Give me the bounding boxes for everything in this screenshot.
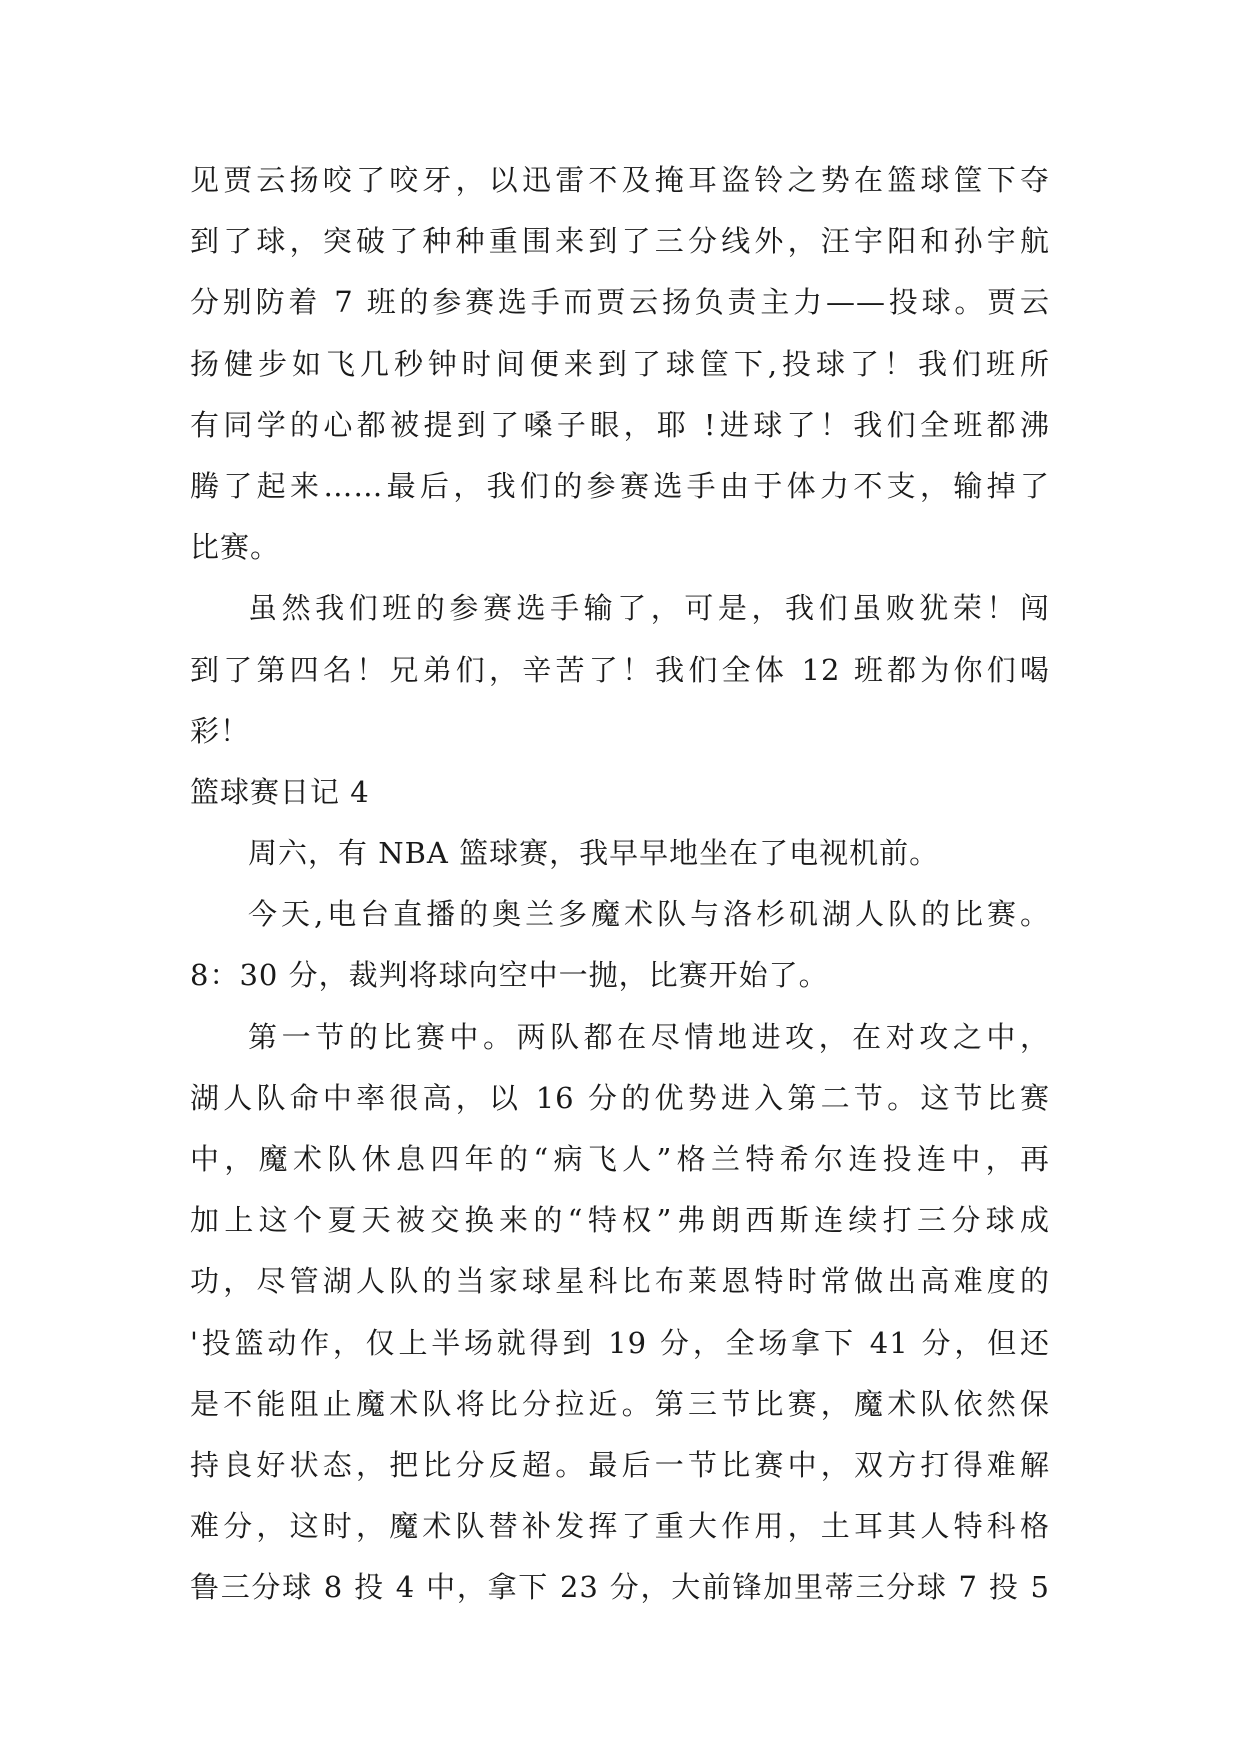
text-line: 彩！ [190,713,251,748]
paragraph-start-line: 虽然我们班的参赛选手输了，可是，我们虽败犹荣！闯 [248,591,1050,626]
text-line: 湖人队命中率很高，以 16 分的优势进入第二节。这节比赛 [190,1080,1050,1115]
text-line: 到了球，突破了种种重围来到了三分线外，汪宇阳和孙宇航 [190,224,1050,259]
text-line: 比赛。 [190,530,281,565]
section-heading: 篮球赛日记 4 [190,774,370,809]
text-line: 是不能阻止魔术队将比分拉近。第三节比赛，魔术队依然保 [190,1386,1050,1421]
paragraph-start-line: 第一节的比赛中。两队都在尽情地进攻，在对攻之中， [248,1019,1050,1054]
text-line: 8：30 分，裁判将球向空中一抛，比赛开始了。 [190,958,829,993]
text-line: 见贾云扬咬了咬牙，以迅雷不及掩耳盗铃之势在篮球筐下夺 [190,163,1050,197]
text-line: 腾了起来……最后，我们的参赛选手由于体力不支，输掉了 [190,468,1050,503]
document-body [190,150,1050,1619]
text-line: 鲁三分球 8 投 4 中，拿下 23 分，大前锋加里蒂三分球 7 投 5 [190,1570,1050,1605]
text-line: 分别防着 7 班的参赛选手而贾云扬负责主力——投球。贾云 [190,285,1050,320]
paragraph-start-line: 周六，有 NBA 篮球赛，我早早地坐在了电视机前。 [248,836,940,871]
text-line: 中，魔术队休息四年的“病飞人”格兰特希尔连投连中，再 [190,1142,1050,1176]
text-line: 持良好状态，把比分反超。最后一节比赛中，双方打得难解 [190,1447,1050,1482]
text-line: 扬健步如飞几秒钟时间便来到了球筐下,投球了！我们班所 [190,346,1050,381]
text-line: 难分，这时，魔术队替补发挥了重大作用，土耳其人特科格 [190,1509,1050,1544]
text-line: 功，尽管湖人队的当家球星科比布莱恩特时常做出高难度的 [190,1264,1050,1299]
text-line: 到了第四名！兄弟们，辛苦了！我们全体 12 班都为你们喝 [190,652,1050,687]
text-line: 加上这个夏天被交换来的“特权”弗朗西斯连续打三分球成 [190,1203,1050,1238]
paragraph-start-line: 今天,电台直播的奥兰多魔术队与洛杉矶湖人队的比赛。 [248,897,1050,932]
text-line: '投篮动作，仅上半场就得到 19 分，全场拿下 41 分，但还 [190,1325,1050,1360]
text-line: 有同学的心都被提到了嗓子眼，耶 !进球了！我们全班都沸 [190,407,1050,442]
